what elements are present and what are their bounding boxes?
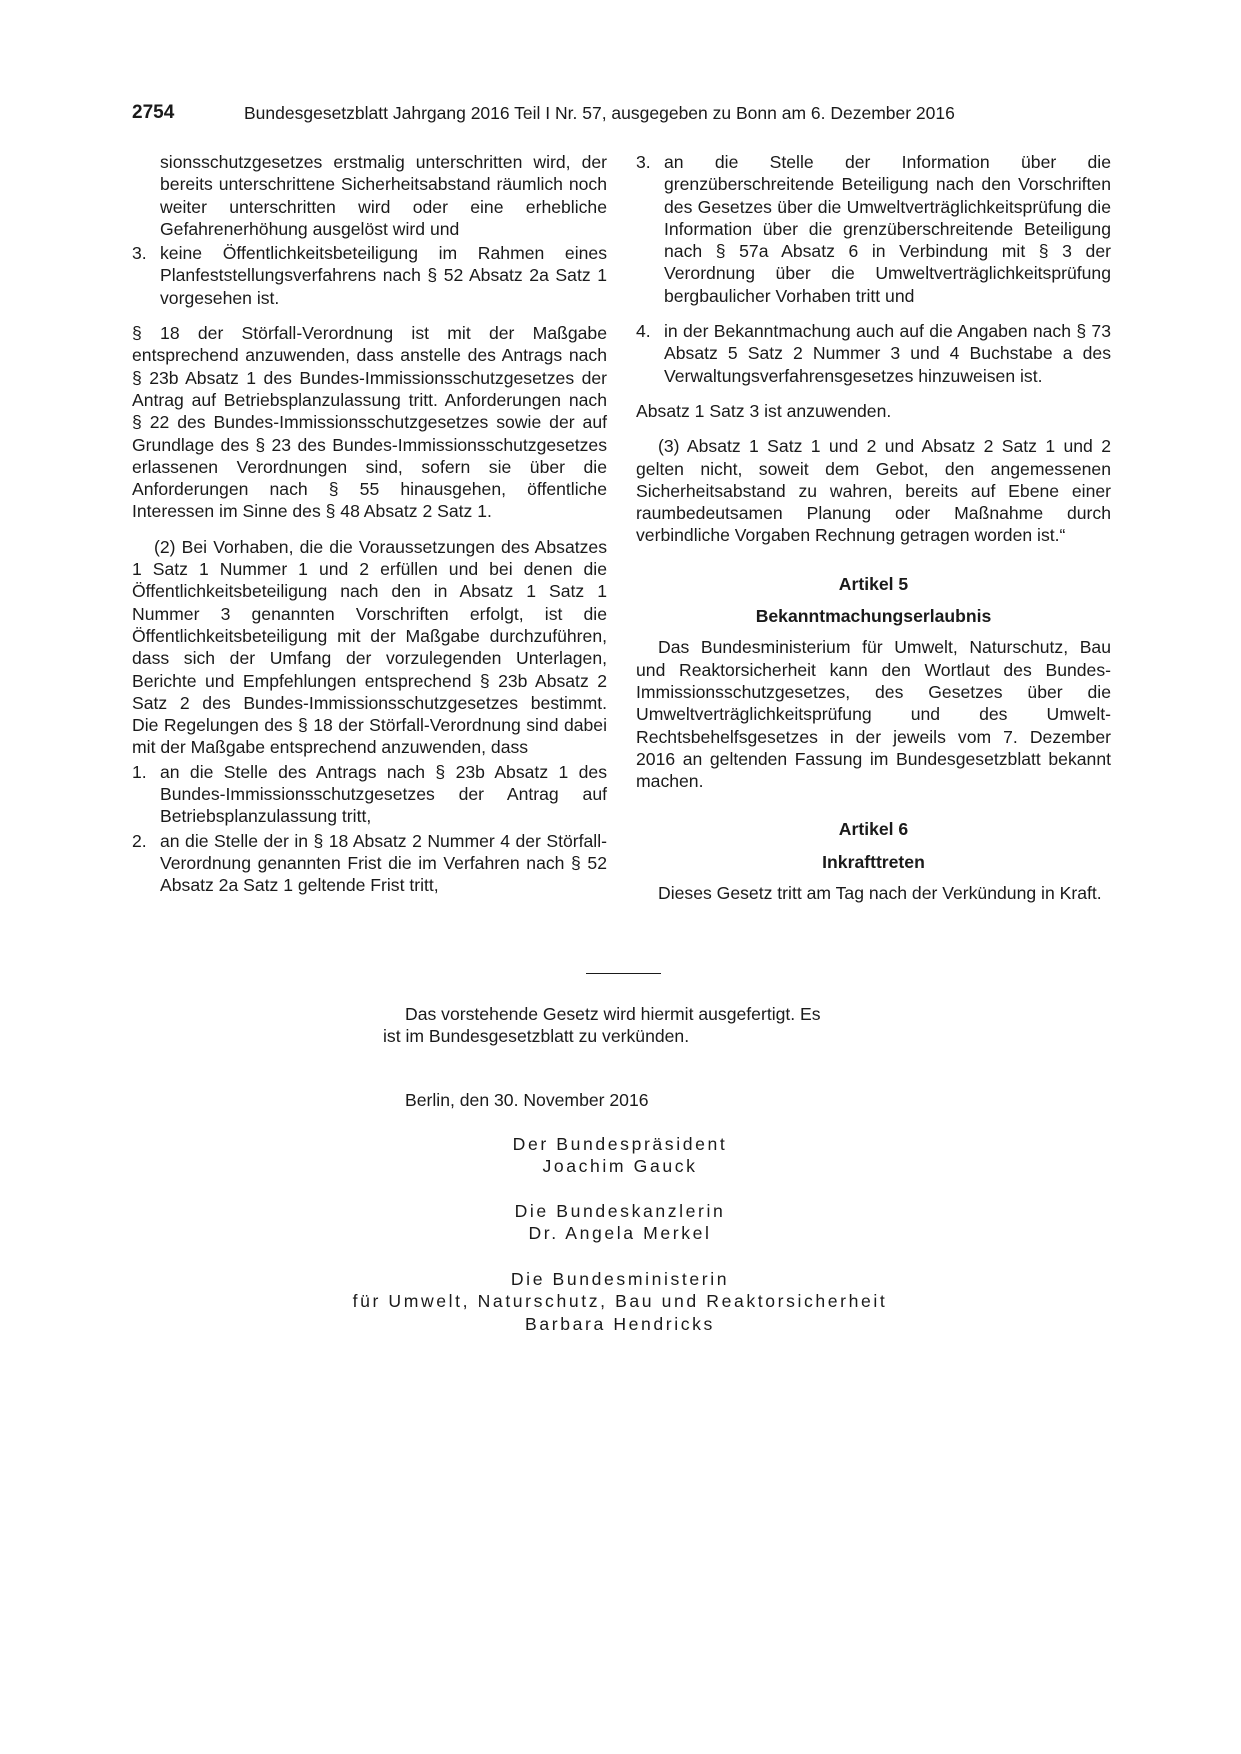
list-number: 1. — [132, 761, 147, 782]
list-item-4 — [636, 320, 1111, 387]
list-number: 4. — [636, 321, 651, 342]
list-text: an die Stelle der Information über die grenzüberschreitende Beteiligung nach den Vorschriften des Gesetzes über die Umweltverträglichkeitsprüfung die Information über die grenzüberschreitende Beteiligung nach § 57a Absatz 6 in Verbindung mit § 3 der Verordnung über die Umweltverträglichkeitsprüfung bergbaulicher Vorhaben tritt und — [664, 152, 1111, 306]
list-text: an die Stelle des Antrags nach § 23b Absatz 1 des Bundes-Immissionsschutzgesetzes der Antrag auf Betriebsplanzulassung tritt, — [160, 761, 607, 827]
artikel-6-number: Artikel 6 — [838, 819, 909, 840]
signature-name: Joachim Gauck — [542, 1156, 698, 1177]
signature-title: Die Bundeskanzlerin — [514, 1201, 726, 1221]
section-divider — [586, 973, 661, 974]
header-title: Bundesgesetzblatt Jahrgang 2016 Teil I Nr. 57, ausgegeben zu Bonn am 6. Dezember 2016 — [244, 103, 955, 123]
list-text: in der Bekanntmachung auch auf die Angaben nach § 73 Absatz 5 Satz 2 Nummer 3 und 4 Buchstabe a des Verwaltungsverfahrensgesetzes hinzuweisen ist. — [664, 321, 1111, 386]
list-text: keine Öffentlichkeitsbeteiligung im Rahmen eines Planfeststellungsverfahrens nach § 52 Absatz 2a Satz 1 vorgesehen ist. — [160, 243, 607, 308]
page-number: 2754 — [132, 102, 175, 123]
list-item-2 — [132, 830, 607, 897]
list-item-1 — [132, 761, 607, 828]
list-number: 3. — [132, 243, 147, 264]
signature-bundesministerin — [220, 1268, 1020, 1335]
artikel-6-text: Dieses Gesetz tritt am Tag nach der Verkündung in Kraft. — [658, 883, 1102, 904]
signature-subtitle: für Umwelt, Naturschutz, Bau und Reaktorsicherheit — [352, 1291, 888, 1312]
paragraph-absatz-2: (2) Bei Vorhaben, die die Voraussetzungen des Absatzes 1 Satz 1 Nummer 1 und 2 erfüllen und bei denen die Öffentlichkeitsbeteiligung nach den in Absatz 1 Satz 1 Nummer 3 genannten Vorschriften erfolgt, ist die Öffentlichkeitsbeteiligung mit der Maßgabe durchzuführen, dass sich der Umfang der vorzulegenden Unterlagen, Berichte und Empfehlungen entsprechend § 23b Absatz 2 Satz 2 des Bundes-Immissionsschutzgesetzes bestimmt. Die Regelungen des § 18 der Störfall-Verordnung sind dabei mit der Maßgabe entsprechend anzuwenden, dass — [132, 536, 607, 758]
list-number: 2. — [132, 830, 147, 851]
signature-bundespraesident — [420, 1133, 820, 1178]
list-item-3-left — [132, 242, 607, 309]
artikel-5-number: Artikel 5 — [838, 573, 909, 594]
list-item-3-right — [636, 151, 1111, 307]
absatz-note: Absatz 1 Satz 3 ist anzuwenden. — [636, 400, 892, 421]
right-column — [636, 151, 1111, 904]
list-number: 3. — [636, 152, 651, 172]
paragraph-absatz-3: (3) Absatz 1 Satz 1 und 2 und Absatz 2 Satz 1 und 2 gelten nicht, soweit dem Gebot, den angemessenen Sicherheitsabstand zu wahren, bereits auf Ebene einer raumbedeutsamen Planung oder Maßnahme durch verbindliche Vorgaben Rechnung getragen worden ist.“ — [636, 436, 1111, 546]
artikel-5-heading: Bekanntmachungserlaubnis — [755, 606, 992, 627]
closing-line-1: Das vorstehende Gesetz wird hiermit ausgefertigt. Es — [405, 1004, 821, 1024]
list-text: an die Stelle der in § 18 Absatz 2 Nummer 4 der Störfall-Verordnung genannten Frist die im Verfahren nach § 52 Absatz 2a Satz 1 geltende Frist tritt, — [160, 830, 607, 896]
signature-name: Dr. Angela Merkel — [528, 1223, 712, 1244]
artikel-6-heading: Inkrafttreten — [822, 851, 925, 872]
paragraph-18: § 18 der Störfall-Verordnung ist mit der Maßgabe entsprechend anzuwenden, dass anstelle des Antrags nach § 23b Absatz 1 des Bundes-Immissionsschutzgesetzes der Antrag auf Betriebsplanzulassung tritt. Anforderungen nach § 22 des Bundes-Immissionsschutzgesetzes sowie der auf Grundlage des § 23 des Bundes-Immissionsschutzgesetzes erlassenen Verordnungen sind, sofern sie über die Anforderungen nach § 55 hinausgehen, öffentliche Interessen im Sinne des § 48 Absatz 2 Satz 1. — [132, 323, 607, 522]
signature-name: Barbara Hendricks — [525, 1313, 715, 1334]
signature-bundeskanzlerin — [420, 1200, 820, 1245]
left-column — [132, 151, 607, 897]
intro-continuation: sionsschutzgesetzes erstmalig unterschritten wird, der bereits unterschrittene Sicherheitsabstand räumlich noch weiter unterschritten wird oder eine erhebliche Gefahrenerhöhung ausgelöst wird und — [160, 152, 607, 239]
place-date: Berlin, den 30. November 2016 — [405, 1090, 649, 1110]
closing-line-2: ist im Bundesgesetzblatt zu verkünden. — [383, 1026, 690, 1046]
page-header — [132, 101, 1112, 125]
signature-title: Die Bundesministerin — [510, 1269, 730, 1289]
signature-title: Der Bundespräsident — [512, 1134, 728, 1154]
artikel-5-text: Das Bundesministerium für Umwelt, Naturschutz, Bau und Reaktorsicherheit kann den Wortlaut des Bundes-Immissionsschutzgesetzes, des Gesetzes über die Umweltverträglichkeitsprüfung und des Umwelt-Rechtsbehelfsgesetzes in der jeweils vom 7. Dezember 2016 an geltenden Fassung im Bundesgesetzblatt bekannt machen. — [636, 637, 1111, 792]
